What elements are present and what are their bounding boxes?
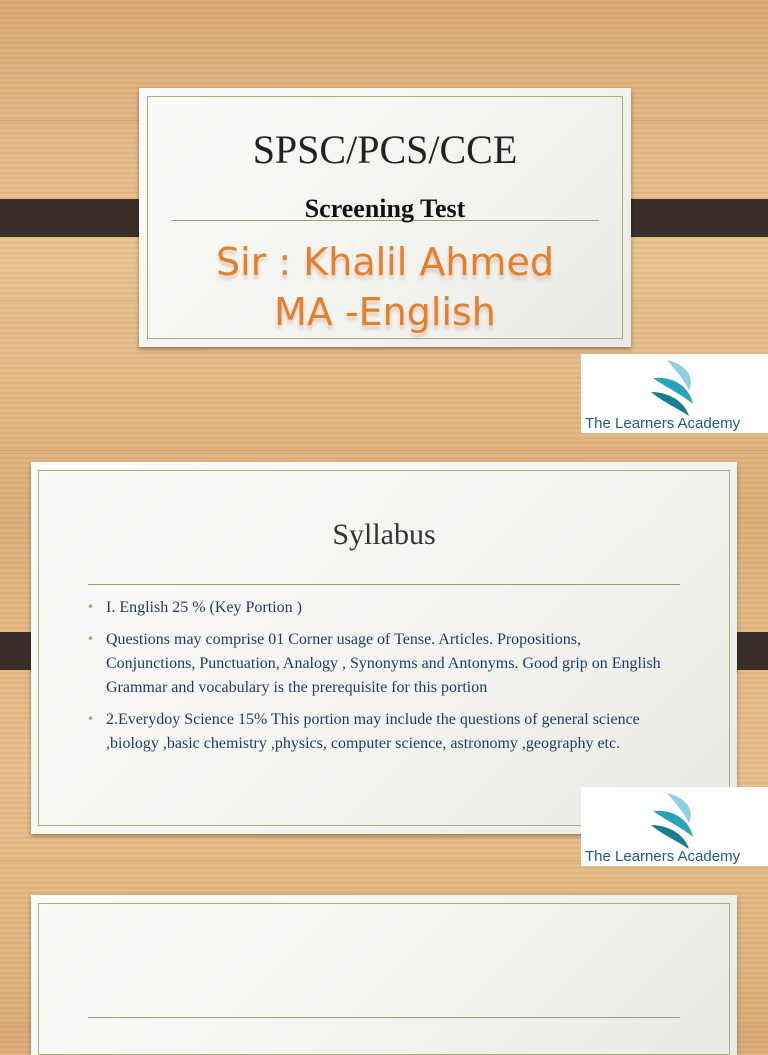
syllabus-bullets (84, 596, 674, 764)
bullet-icon: • (88, 600, 93, 615)
logo-text: The Learners Academy (585, 415, 741, 432)
title-rule (88, 1017, 680, 1018)
academy-logo (581, 787, 768, 866)
presenter-qualification: MA -English (274, 290, 496, 334)
presenter-name: Sir : Khalil Ahmed (216, 240, 554, 284)
bullet-item (84, 628, 674, 700)
slide-frame (38, 903, 730, 1055)
title-rule (88, 584, 680, 585)
bullet-text: 2.Everydoy Science 15% This portion may include the questions of general science ,biology ,basic chemistry ,physics, computer science, astronomy ,geography etc. (106, 711, 640, 752)
logo-text: The Learners Academy (585, 848, 741, 865)
bullet-text: Questions may comprise 01 Corner usage of Tense. Articles. Propositions, Conjunctions, Punctuation, Analogy , Synonyms and Antonyms. Good grip on English Grammar and vocabulary is the prerequisite for this portion (106, 631, 661, 696)
decorative-bar-left (0, 199, 156, 237)
title-slide (139, 88, 631, 347)
academy-logo (581, 354, 768, 433)
slide-title: SPSC/PCS/CCE (252, 127, 518, 172)
bullet-icon: • (88, 632, 93, 647)
syllabus-title: Syllabus (332, 518, 436, 551)
bullet-item (84, 708, 674, 756)
bullet-text: I. English 25 % (Key Portion ) (106, 599, 302, 616)
wood-seam (0, 450, 768, 451)
slide-subtitle: Screening Test (304, 194, 466, 223)
wave-logo-icon (645, 789, 705, 849)
bullet-item (84, 596, 674, 620)
bullet-icon: • (88, 712, 93, 727)
wave-logo-icon (645, 356, 705, 416)
decorative-bar-right (612, 199, 768, 237)
next-slide (31, 895, 737, 1055)
